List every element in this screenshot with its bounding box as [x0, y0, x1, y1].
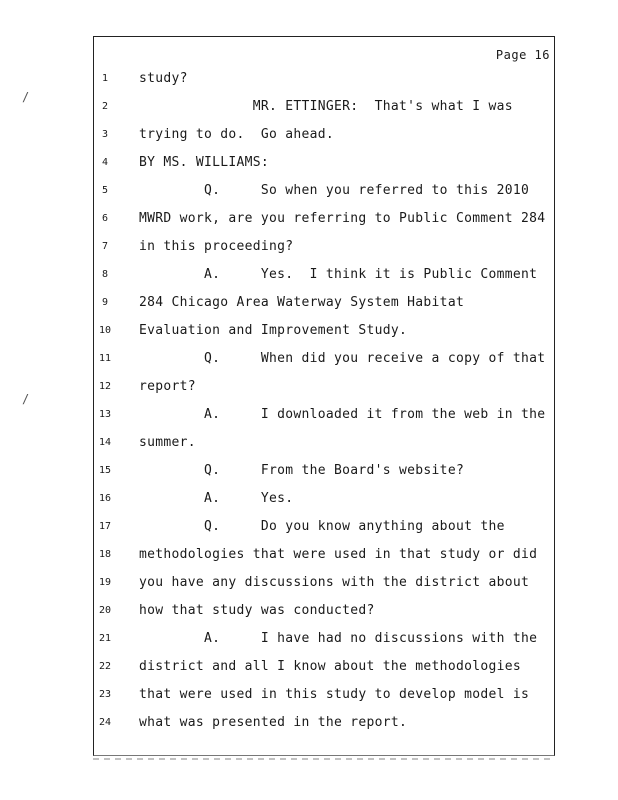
line-number: 14 [98, 437, 112, 448]
line-number: 22 [98, 661, 112, 672]
transcript-line [93, 680, 555, 708]
line-number: 9 [101, 297, 109, 308]
transcript-line [93, 120, 555, 148]
line-number: 17 [98, 521, 112, 532]
line-text: Q. So when you referred to this 2010 [139, 183, 530, 198]
transcript-line [93, 428, 555, 456]
line-text: Q. From the Board's website? [139, 463, 465, 478]
line-text: Q. When did you receive a copy of that [139, 351, 546, 366]
transcript-line [93, 512, 555, 540]
transcript-line [93, 708, 555, 736]
line-text: in this proceeding? [139, 239, 294, 254]
transcript-line [93, 372, 555, 400]
transcript-line [93, 624, 555, 652]
transcript-line [93, 540, 555, 568]
line-text: Q. Do you know anything about the [139, 519, 505, 534]
line-text: A. I downloaded it from the web in the [139, 407, 546, 422]
line-text: 284 Chicago Area Waterway System Habitat [139, 295, 465, 310]
line-number: 10 [98, 325, 112, 336]
line-text: that were used in this study to develop model is [139, 687, 530, 702]
line-text: A. I have had no discussions with the [139, 631, 538, 646]
line-text: Evaluation and Improvement Study. [139, 323, 408, 338]
transcript-line [93, 288, 555, 316]
line-text: how that study was conducted? [139, 603, 375, 618]
line-text: summer. [139, 435, 196, 450]
transcript-line [93, 596, 555, 624]
line-number: 19 [98, 577, 112, 588]
transcript-line [93, 148, 555, 176]
line-number: 24 [98, 717, 112, 728]
line-text: MR. ETTINGER: That's what I was [139, 99, 513, 114]
line-text: study? [139, 71, 188, 86]
line-number: 16 [98, 493, 112, 504]
page-number: Page 16 [495, 48, 550, 62]
transcript-line [93, 652, 555, 680]
transcript-line [93, 260, 555, 288]
line-number: 15 [98, 465, 112, 476]
transcript-line [93, 344, 555, 372]
transcript-line [93, 64, 555, 92]
line-number: 3 [101, 129, 109, 140]
line-number: 23 [98, 689, 112, 700]
line-text: methodologies that were used in that study or did [139, 547, 538, 562]
line-text: BY MS. WILLIAMS: [139, 155, 270, 170]
transcript-lines [93, 64, 555, 736]
line-number: 12 [98, 381, 112, 392]
line-text: you have any discussions with the district about [139, 575, 530, 590]
line-number: 6 [101, 213, 109, 224]
line-number: 13 [98, 409, 112, 420]
line-number: 2 [101, 101, 109, 112]
transcript-line [93, 176, 555, 204]
transcript-line [93, 232, 555, 260]
line-text: MWRD work, are you referring to Public Comment 284 [139, 211, 546, 226]
margin-tick-mark: / [22, 392, 30, 406]
line-text: what was presented in the report. [139, 715, 408, 730]
line-number: 1 [101, 73, 109, 84]
transcript-line [93, 456, 555, 484]
line-number: 18 [98, 549, 112, 560]
transcript-line [93, 204, 555, 232]
transcript-line [93, 400, 555, 428]
scan-edge-artifact [93, 758, 555, 760]
line-text: district and all I know about the methodologies [139, 659, 521, 674]
line-text: A. Yes. I think it is Public Comment [139, 267, 538, 282]
transcript-line [93, 568, 555, 596]
margin-tick-mark: / [22, 90, 30, 104]
transcript-line [93, 484, 555, 512]
transcript-line [93, 92, 555, 120]
line-text: A. Yes. [139, 491, 294, 506]
line-text: report? [139, 379, 196, 394]
line-number: 4 [101, 157, 109, 168]
line-number: 11 [98, 353, 112, 364]
line-number: 20 [98, 605, 112, 616]
line-number: 5 [101, 185, 109, 196]
line-number: 7 [101, 241, 109, 252]
line-number: 8 [101, 269, 109, 280]
transcript-line [93, 316, 555, 344]
line-number: 21 [98, 633, 112, 644]
line-text: trying to do. Go ahead. [139, 127, 335, 142]
